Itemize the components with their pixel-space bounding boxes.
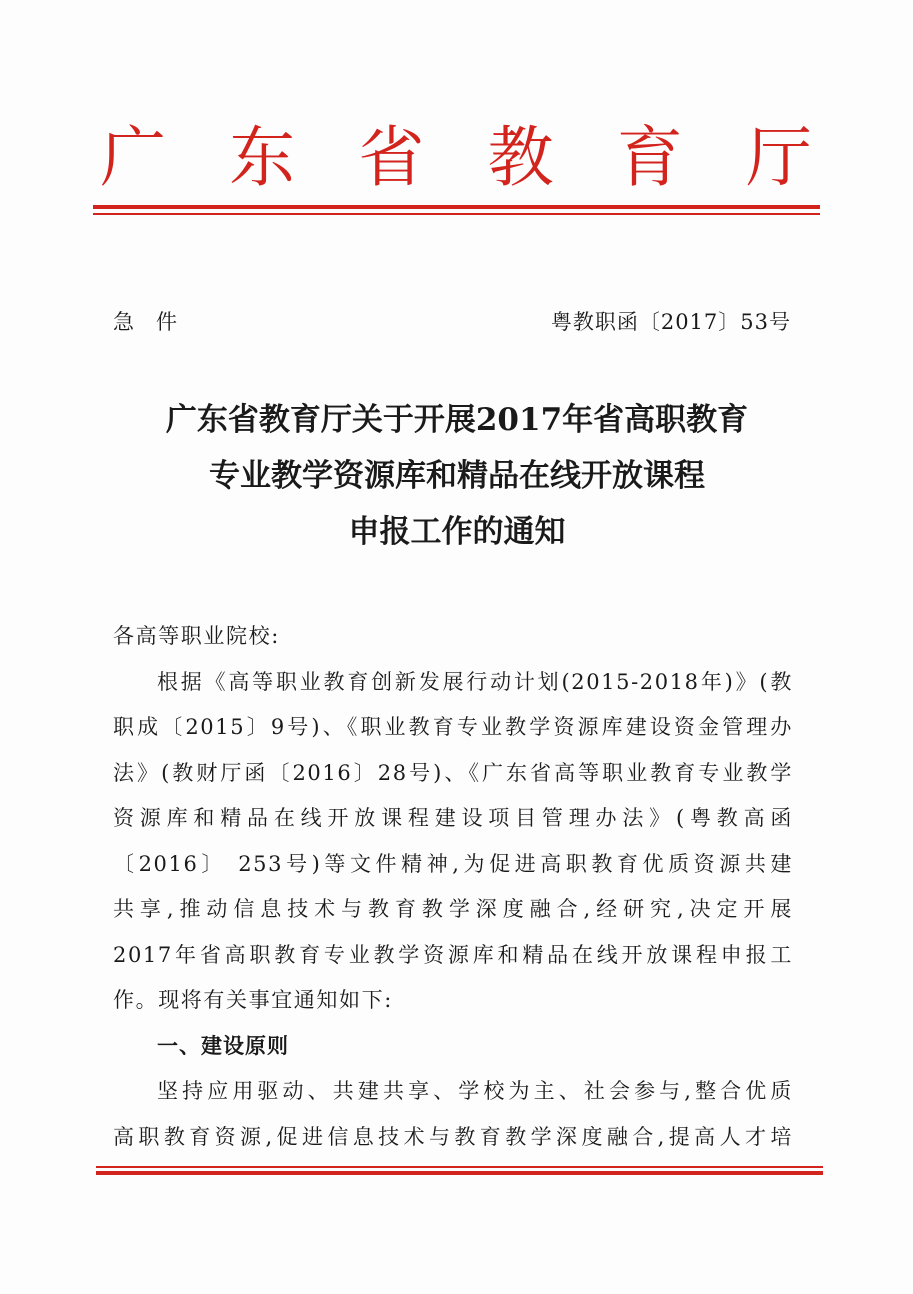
paragraph-line: 2017年省高职教育专业教学资源库和精品在线开放课程申报工 — [113, 942, 793, 967]
title-line: 申报工作的通知 — [348, 514, 566, 550]
paragraph-line: 〔2016〕 253号)等文件精神,为促进高职教育优质资源共建 — [113, 851, 793, 876]
paragraph-line: 资源库和精品在线开放课程建设项目管理办法》(粤教高函 — [113, 806, 793, 830]
letterhead-char: 广 — [100, 119, 166, 196]
paragraph-line: 法》(教财厅函〔2016〕28号)、《广东省高等职业教育专业教学 — [113, 760, 793, 785]
title-line: 广东省教育厅关于开展2017年省高职教育 — [165, 402, 749, 438]
title-line: 专业教学资源库和精品在线开放课程 — [209, 458, 705, 494]
letterhead-divider — [93, 205, 820, 209]
paragraph-line: 作。现将有关事宜通知如下: — [113, 988, 393, 1012]
letterhead — [100, 118, 812, 198]
paragraph-line: 职成〔2015〕9号)、《职业教育专业教学资源库建设资金管理办 — [113, 715, 793, 739]
footer-divider — [96, 1171, 823, 1175]
paragraph-line: 共享,推动信息技术与教育教学深度融合,经研究,决定开展 — [113, 897, 793, 921]
paragraph-line: 坚持应用驱动、共建共享、学校为主、社会参与,整合优质 — [157, 1079, 793, 1103]
letterhead-char: 教 — [487, 119, 554, 196]
urgency-label: 急件 — [113, 310, 199, 334]
letterhead-char: 育 — [616, 119, 683, 196]
paragraph-line: 高职教育资源,促进信息技术与教育教学深度融合,提高人才培 — [113, 1124, 793, 1149]
letterhead-divider-thin — [93, 213, 820, 215]
letterhead-char: 厅 — [745, 119, 812, 196]
letterhead-char: 省 — [358, 119, 425, 196]
letterhead-char: 东 — [229, 119, 296, 196]
section-heading: 一、建设原则 — [157, 1033, 289, 1058]
footer-divider-thin — [96, 1166, 823, 1168]
document-number: 粤教职函〔2017〕53号 — [550, 310, 791, 334]
salutation: 各高等职业院校: — [113, 624, 280, 648]
document-meta — [113, 305, 791, 339]
document-title — [100, 392, 814, 560]
paragraph-line: 根据《高等职业教育创新发展行动计划(2015-2018年)》(教 — [157, 669, 793, 694]
document-body — [113, 614, 793, 1160]
